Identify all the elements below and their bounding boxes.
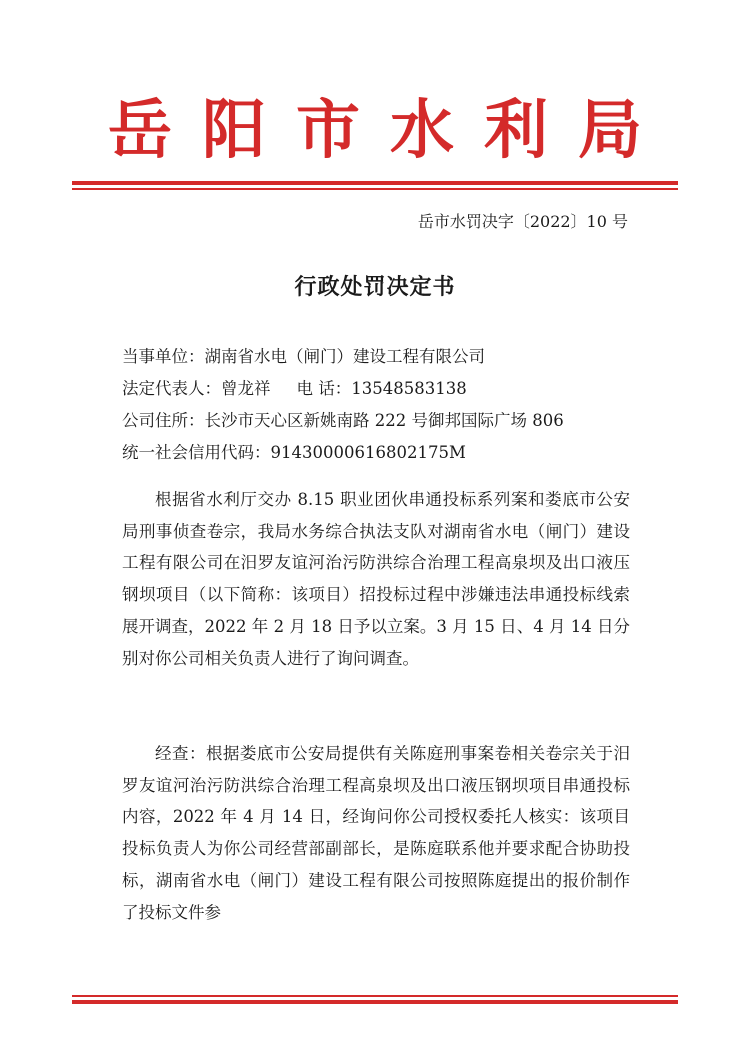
party-unit-label: 当事单位：	[122, 347, 205, 366]
agency-masthead: 岳阳市水利局	[108, 93, 672, 168]
party-unit-line	[122, 345, 485, 369]
party-address-value: 长沙市天心区新姚南路 222 号御邦国际广场 806	[204, 411, 564, 430]
body-paragraph: 根据省水利厅交办 8.15 职业团伙串通投标系列案和娄底市公安局刑事侦查卷宗，我局水务综合执法支队对湖南省水电（闸门）建设工程有限公司在汨罗友谊河治污防洪综合治理工程高泉坝及出口液压钢坝项目（以下简称：该项目）招投标过程中涉嫌违法串通投标线索展开调查，2022 年 2 月 18 日予以立案。3 月 15 日、4 月 14 日分别对你公司相关负责人进行了询问调查。	[122, 490, 630, 668]
party-rep-line	[122, 377, 467, 401]
document-number: 岳市水罚决字〔2022〕10 号	[417, 212, 628, 231]
header-rule-thin	[72, 188, 678, 190]
party-phone-label: 电 话：	[296, 379, 352, 398]
header-rule-thick	[72, 181, 678, 185]
party-phone-value: 13548583138	[351, 379, 467, 398]
party-credit-line	[122, 441, 466, 465]
party-address-line	[122, 409, 564, 433]
footer-rule-thin	[72, 995, 678, 997]
body-paragraph: 经查：根据娄底市公安局提供有关陈庭刑事案卷相关卷宗关于汨罗友谊河治污防洪综合治理工程高泉坝及出口液压钢坝项目串通投标内容，2022 年 4 月 14 日，经询问你公司授权委托人核实：该项目投标负责人为你公司经营部副部长，是陈庭联系他并要求配合协助投标，湖南省水电（闸门）建设工程有限公司按照陈庭提出的报价制作了投标文件参	[122, 744, 630, 922]
footer-rule-thick	[72, 1000, 678, 1004]
party-unit-value: 湖南省水电（闸门）建设工程有限公司	[204, 347, 485, 366]
document-title: 行政处罚决定书	[294, 274, 456, 300]
party-credit-label: 统一社会信用代码：	[122, 443, 271, 462]
party-rep-label: 法定代表人：	[122, 379, 221, 398]
party-credit-value: 91430000616802175M	[270, 443, 466, 462]
party-address-label: 公司住所：	[122, 411, 205, 430]
party-rep-value: 曾龙祥	[221, 379, 271, 398]
